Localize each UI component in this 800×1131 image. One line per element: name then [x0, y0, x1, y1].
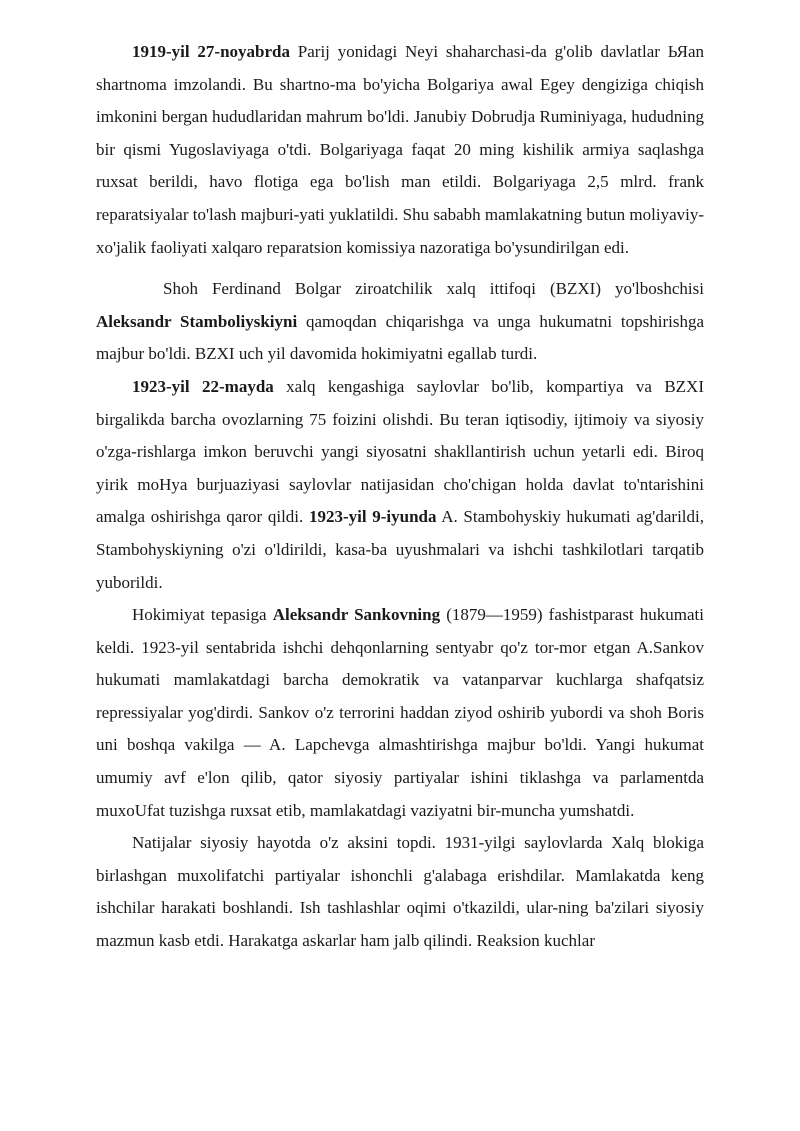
paragraph-2	[96, 273, 704, 371]
name-bold: Aleksandr Stamboliyskiyni	[96, 311, 298, 331]
paragraph-text: Shoh Ferdinand Bolgar ziroatchilik xalq ittifoqi (BZXI) yo'lboshchisi	[163, 279, 704, 299]
paragraph-4	[96, 599, 704, 827]
paragraph-text: A. Stambohyskiy hukumati ag'darildi, Stambohyskiyning o'zi o'ldirildi, kasa-ba uyushmalari va ishchi tashkilotlari tarqatib yuborildi.	[96, 507, 704, 592]
paragraph-5	[96, 827, 704, 957]
paragraph-text: Parij yonidagi Neyi shaharchasi-da g'olib davlatlar ЬЯаn shartnoma imzolandi. Bu shartno-ma bo'yicha Bolgariya awal Egey dengiziga chiqish imkonini bergan hududlaridan mahrum bo'ldi. Janubiy Dobrudja Ruminiyaga, hududning bir qismi Yugoslaviyaga o'tdi. Bolgariyaga faqat 20 ming kishilik armiya saqlashga ruxsat berildi, havo flotiga ega bo'lish man etildi. Bolgariyaga 2,5 mlrd. frank reparatsiyalar to'lash majburi-yati yuklatildi. Shu sababh mamlakatning butun moliyaviy-xo'jalik faoliyati xalqaro reparatsion komissiya nazoratiga bo'ysundirilgan edi.	[96, 42, 704, 257]
document-page	[96, 36, 704, 958]
date-bold: 1923-yil 9-iyunda	[308, 507, 437, 527]
paragraph-text: qamoqdan chiqarishga va unga hukumatni topshirishga majbur bo'ldi. BZXI uch yil davomida hokimiyatni egallab turdi.	[96, 311, 704, 364]
paragraph-3	[96, 371, 704, 599]
paragraph-text: (1879—1959) fashistparast hukumati keldi. 1923-yil sentabrida ishchi dehqonlarning sentyabr qo'z tor-mor etgan A.Sankov hukumati mamlakatdagi barcha demokratik va vatanparvar kuchlarga shafqatsiz repressiyalar yog'dirdi. Sankov o'z terrorini haddan ziyod oshirib yubordi va shoh Boris uni boshqa vakilga — A. Lapchevga almashtirishga majbur bo'ldi. Yangi hukumat umumiy avf e'lon qilib, qator siyosiy partiyalar ishini tiklashga va parlamentda muxoUfat tuzishga ruxsat etib, mamlakatdagi vaziyatni bir-muncha yumshatdi.	[96, 605, 705, 820]
date-bold: 1923-yil 22-mayda	[132, 376, 274, 396]
paragraph-text: xalq kengashiga saylovlar bo'lib, kompartiya va BZXI birgalikda barcha ovozlarning 75 foizini olishdi. Bu teran iqtisodiy, ijtimoiy va siyosiy o'zga-rishlarga imkon beruvchi yangi siyosatni shakllantirish uchun yetarli edi. Biroq yirik moHya burjuaziyasi saylovlar natijasidan cho'chigan holda davlat to'ntarishini amalga oshirishga qaror qildi.	[96, 376, 704, 527]
paragraph-text: Natijalar siyosiy hayotda o'z aksini topdi. 1931-yilgi saylovlarda Xalq blokiga birlashgan muxolifatchi partiyalar ishonchli g'alabaga erishdilar. Mamlakatda keng ishchilar harakati boshlandi. Ish tashlashlar oqimi o'tkazildi, ular-ning ba'zilari siyosiy mazmun kasb etdi. Harakatga askarlar ham jalb qilindi. Reaksion kuchlar	[96, 833, 704, 951]
paragraph-1	[96, 36, 704, 264]
date-bold: 1919-yil 27-noyabrda	[132, 42, 290, 61]
name-bold: Aleksandr Sankovning	[272, 605, 441, 625]
paragraph-text: Hokimiyat tepasiga	[132, 605, 273, 625]
